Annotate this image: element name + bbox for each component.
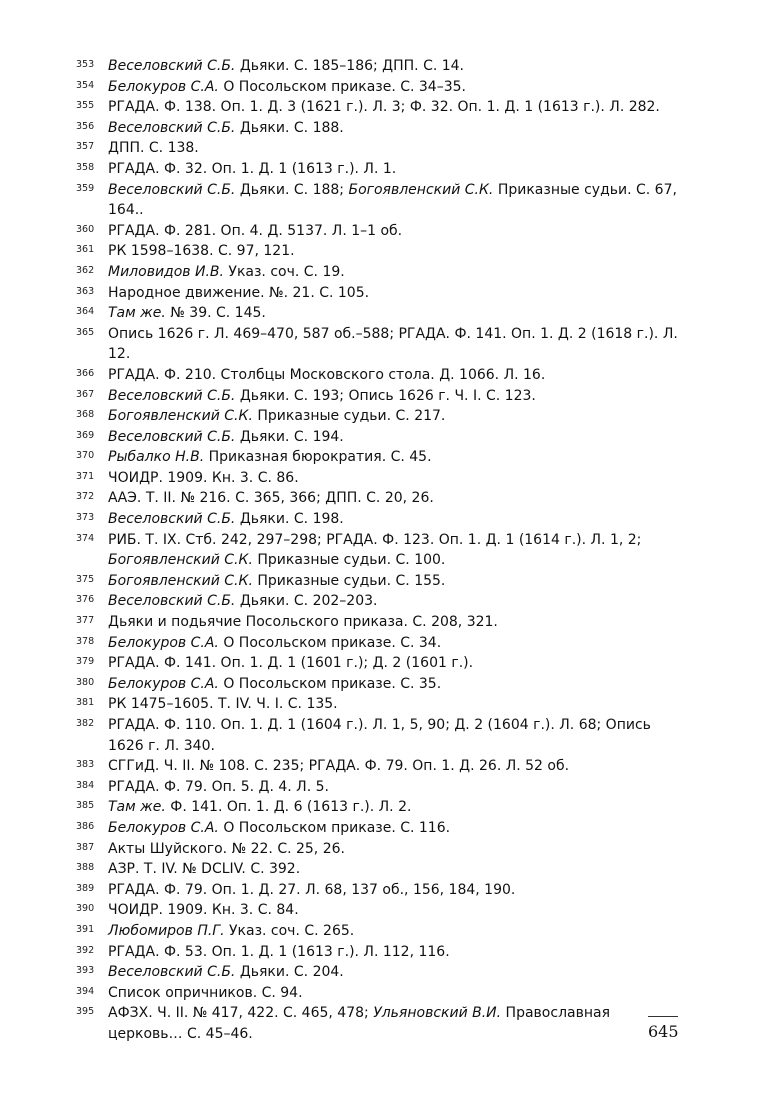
footnote [76, 77, 686, 98]
footnote-number: 360 [76, 223, 95, 235]
footnote [76, 653, 686, 674]
footnote-number: 371 [76, 470, 95, 482]
footnote [76, 56, 686, 77]
footnote [76, 612, 686, 633]
footnote-text [108, 241, 686, 262]
footnote-text [108, 797, 686, 818]
footnote-text [108, 77, 686, 98]
footnote-segment: Ф. 141. Оп. 1. Д. 6 (1613 г.). Л. 2. [165, 799, 412, 816]
footnote [76, 488, 686, 509]
footnote-segment: Дьяки. С. 188. [235, 119, 344, 136]
footnote-segment: РГАДА. Ф. 32. Оп. 1. Д. 1 (1613 г.). Л. 1. [108, 160, 397, 177]
footnote [76, 859, 686, 880]
footnote [76, 97, 686, 118]
footnote-text [108, 221, 686, 242]
footnote-text [108, 674, 686, 695]
footnote-segment: РГАДА. Ф. 110. Оп. 1. Д. 1 (1604 г.). Л. 1, 5, 90; Д. 2 (1604 г.). Л. 68; Опись 1626 г. Л. 340. [108, 717, 651, 754]
footnote-number: 390 [76, 903, 95, 915]
footnote-segment: РГАДА. Ф. 53. Оп. 1. Д. 1 (1613 г.). Л. 112, 116. [108, 943, 450, 960]
footnote-segment: Дьяки. С. 202–203. [235, 593, 378, 610]
footnote-number: 367 [76, 388, 95, 400]
footnote [76, 777, 686, 798]
footnote [76, 221, 686, 242]
footnote-text [108, 159, 686, 180]
footnote-number: 376 [76, 594, 95, 606]
footnote-segment: ДПП. С. 138. [108, 140, 199, 157]
footnote-text [108, 756, 686, 777]
footnote-number: 354 [76, 79, 95, 91]
footnote-number: 365 [76, 326, 95, 338]
footnote-text [108, 365, 686, 386]
footnote-text [108, 56, 686, 77]
footnote-author: Там же. [108, 799, 166, 816]
footnote-segment: Приказные судьи. С. 67, 164.. [108, 181, 677, 219]
footnote-author: Миловидов И.В. [108, 263, 224, 280]
footnote [76, 241, 686, 262]
footnote-number: 361 [76, 244, 95, 256]
footnote-text [108, 509, 686, 530]
footnote [76, 756, 686, 777]
footnote-author: Богоявленский С.К. [108, 572, 253, 589]
footnote-text [108, 180, 686, 221]
footnote-segment: Указ. соч. С. 265. [224, 922, 355, 939]
footnote [76, 303, 686, 324]
footnote-segment: Приказные судьи. С. 217. [252, 408, 446, 425]
footnote [76, 715, 686, 756]
footnote [76, 674, 686, 695]
footnote-text [108, 530, 686, 571]
footnote-text [108, 488, 686, 509]
footnote [76, 797, 686, 818]
footnote [76, 386, 686, 407]
footnote-segment: СГГиД. Ч. II. № 108. С. 235; РГАДА. Ф. 79. Оп. 1. Д. 26. Л. 52 об. [108, 758, 570, 775]
footnote-number: 370 [76, 450, 95, 462]
footnote-number: 381 [76, 697, 95, 709]
footnote-number: 366 [76, 367, 95, 379]
footnote [76, 962, 686, 983]
footnote-segment: ЧОИДР. 1909. Кн. 3. С. 86. [108, 469, 299, 486]
footnote-text [108, 880, 686, 901]
footnote [76, 468, 686, 489]
footnote-segment: АФЗХ. Ч. II. № 417, 422. С. 465, 478; [108, 1005, 374, 1022]
page-number: 645 [648, 1022, 679, 1041]
footnote-segment: Дьяки. С. 194. [235, 428, 344, 445]
footnote-segment: О Посольском приказе. С. 35. [218, 675, 442, 692]
footnote-author: Веселовский С.Б. [108, 387, 236, 404]
footnote-number: 355 [76, 100, 95, 112]
footnote-number: 382 [76, 718, 95, 729]
footnote-text [108, 921, 686, 942]
footnote-segment: РГАДА. Ф. 138. Оп. 1. Д. 3 (1621 г.). Л. 3; Ф. 32. Оп. 1. Д. 1 (1613 г.). Л. 282. [108, 99, 660, 116]
footnote-segment: О Посольском приказе. С. 34. [218, 634, 442, 651]
footnote-author: Там же. [108, 305, 166, 322]
footnote-author: Веселовский С.Б. [108, 964, 236, 981]
footnote-segment: Список опричников. С. 94. [108, 984, 303, 1001]
footnote-text [108, 406, 686, 427]
footnote-number: 356 [76, 120, 95, 132]
footnote-number: 375 [76, 573, 95, 585]
footnote-number: 353 [76, 59, 95, 70]
footnote-number: 379 [76, 656, 95, 668]
footnote-number: 389 [76, 882, 95, 894]
footnote-segment: Дьяки. С. 193; Опись 1626 г. Ч. I. С. 123. [235, 387, 536, 404]
footnote [76, 530, 686, 571]
footnote-segment: Дьяки. С. 198. [235, 511, 344, 528]
footnote [76, 427, 686, 448]
footnote-text [108, 983, 686, 1004]
footnote [76, 694, 686, 715]
footnote-text [108, 447, 686, 468]
footnote-number: 392 [76, 944, 95, 956]
footnote-author: Белокуров С.А. [108, 634, 219, 651]
footnote-number: 357 [76, 141, 95, 153]
footnote-segment: РГАДА. Ф. 79. Оп. 1. Д. 27. Л. 68, 137 об., 156, 184, 190. [108, 881, 516, 898]
footnote-text [108, 633, 686, 654]
footnote-text [108, 818, 686, 839]
footnote-text [108, 942, 686, 963]
footnote-segment: Дьяки и подьячие Посольского приказа. С. 208, 321. [108, 614, 498, 631]
footnote-segment: РК 1475–1605. Т. IV. Ч. I. С. 135. [108, 696, 338, 713]
footnote-text [108, 900, 686, 921]
footnote [76, 180, 686, 221]
footnote-text [108, 715, 686, 756]
footnote [76, 591, 686, 612]
footnote-segment: Приказная бюрократия. С. 45. [204, 449, 432, 466]
footnote-segment: РИБ. Т. IX. Стб. 242, 297–298; РГАДА. Ф. 123. Оп. 1. Д. 1 (1614 г.). Л. 1, 2; [108, 531, 642, 548]
footnote-number: 385 [76, 800, 95, 812]
footnote-text [108, 283, 686, 304]
footnote-number: 363 [76, 285, 95, 297]
footnote-segment: № 39. С. 145. [165, 305, 266, 322]
footnote-segment: Указ. соч. С. 19. [223, 263, 345, 280]
footnote-author: Веселовский С.Б. [108, 58, 236, 74]
footnote [76, 921, 686, 942]
footnote-text [108, 97, 686, 118]
footnote [76, 159, 686, 180]
footnote-segment: Опись 1626 г. Л. 469–470, 587 об.–588; РГАДА. Ф. 141. Оп. 1. Д. 2 (1618 г.). Л. 12. [108, 325, 678, 363]
footnote-text [108, 427, 686, 448]
footnote-text [108, 138, 686, 159]
footnote-segment: Приказные судьи. С. 155. [252, 572, 446, 589]
footnote-text [108, 839, 686, 860]
footnote-author: Богоявленский С.К. [348, 181, 494, 198]
footnote-author: Богоявленский С.К. [108, 408, 253, 425]
footnote-text [108, 694, 686, 715]
footnote-number: 369 [76, 429, 95, 441]
footnote-author: Веселовский С.Б. [108, 428, 236, 445]
footnote-segment: Приказные судьи. С. 100. [252, 552, 446, 569]
footnote [76, 262, 686, 283]
footnote [76, 571, 686, 592]
footnote-author: Веселовский С.Б. [108, 119, 236, 136]
footnotes-list [76, 56, 686, 1045]
footnote-text [108, 1003, 686, 1044]
footnote-number: 359 [76, 182, 95, 194]
footnote-text [108, 118, 686, 139]
footnote-author: Веселовский С.Б. [108, 593, 236, 610]
footnote [76, 983, 686, 1004]
footnote-segment: РК 1598–1638. С. 97, 121. [108, 243, 295, 260]
footnote-text [108, 962, 686, 983]
footnote [76, 447, 686, 468]
footnote-segment: РГАДА. Ф. 79. Оп. 5. Д. 4. Л. 5. [108, 778, 329, 795]
footnote-text [108, 777, 686, 798]
footnote-text [108, 591, 686, 612]
footnote-number: 395 [76, 1006, 95, 1018]
footnote-text [108, 262, 686, 283]
footnote-author: Ульяновский В.И. [373, 1005, 502, 1022]
page-number-rule [648, 1016, 678, 1017]
footnote-text [108, 612, 686, 633]
footnote-author: Белокуров С.А. [108, 675, 219, 692]
footnote-number: 394 [76, 985, 95, 997]
footnote-text [108, 571, 686, 592]
footnote [76, 365, 686, 386]
footnote-author: Белокуров С.А. [108, 78, 219, 95]
footnote-number: 364 [76, 306, 95, 318]
footnote-number: 362 [76, 264, 95, 276]
footnote-author: Белокуров С.А. [108, 819, 219, 836]
footnote-text [108, 653, 686, 674]
footnote [76, 406, 686, 427]
footnote-segment: АЗР. Т. IV. № DCLIV. С. 392. [108, 861, 301, 878]
footnote-author: Веселовский С.Б. [108, 511, 236, 528]
footnote-segment: Дьяки. С. 188; [235, 181, 349, 198]
footnote [76, 839, 686, 860]
footnote-number: 373 [76, 512, 95, 524]
footnote [76, 1003, 686, 1044]
footnote-number: 391 [76, 923, 95, 935]
footnote [76, 633, 686, 654]
footnote-number: 377 [76, 615, 95, 627]
footnote-number: 387 [76, 841, 95, 853]
footnote-text [108, 468, 686, 489]
footnote-segment: РГАДА. Ф. 281. Оп. 4. Д. 5137. Л. 1–1 об. [108, 222, 403, 239]
footnote-author: Богоявленский С.К. [108, 552, 253, 569]
footnote-segment: Народное движение. №. 21. С. 105. [108, 284, 370, 301]
footnote-segment: Православная церковь… С. 45–46. [108, 1005, 610, 1042]
footnote [76, 818, 686, 839]
footnote-segment: РГАДА. Ф. 141. Оп. 1. Д. 1 (1601 г.); Д. 2 (1601 г.). [108, 655, 474, 672]
footnote-number: 393 [76, 965, 95, 977]
footnote-segment: ААЭ. Т. II. № 216. С. 365, 366; ДПП. С. 20, 26. [108, 490, 434, 507]
footnote [76, 118, 686, 139]
footnote [76, 509, 686, 530]
footnote-number: 384 [76, 779, 95, 791]
footnote-author: Рыбалко Н.В. [108, 449, 205, 466]
footnote-author: Веселовский С.Б. [108, 181, 236, 198]
footnote [76, 324, 686, 365]
footnote-number: 383 [76, 759, 95, 771]
footnote-number: 386 [76, 820, 95, 832]
footnote-segment: Дьяки. С. 185–186; ДПП. С. 14. [235, 58, 465, 74]
footnote-number: 368 [76, 409, 95, 421]
footnote-segment: Акты Шуйского. № 22. С. 25, 26. [108, 840, 345, 857]
footnote-number: 358 [76, 161, 95, 173]
footnote [76, 880, 686, 901]
footnote-author: Любомиров П.Г. [108, 922, 225, 939]
footnote-text [108, 303, 686, 324]
footnote-segment: ЧОИДР. 1909. Кн. 3. С. 84. [108, 902, 299, 919]
footnote-number: 372 [76, 491, 95, 503]
footnote [76, 283, 686, 304]
footnote-text [108, 324, 686, 365]
footnote-number: 378 [76, 635, 95, 647]
footnote-text [108, 859, 686, 880]
footnote [76, 900, 686, 921]
footnote-text [108, 386, 686, 407]
footnote-number: 388 [76, 862, 95, 874]
footnote-segment: Дьяки. С. 204. [235, 964, 344, 981]
footnote [76, 942, 686, 963]
footnote-number: 380 [76, 676, 95, 688]
footnote-segment: О Посольском приказе. С. 116. [218, 819, 451, 836]
footnote-segment: РГАДА. Ф. 210. Столбцы Московского стола. Д. 1066. Л. 16. [108, 366, 546, 383]
footnote-segment: О Посольском приказе. С. 34–35. [218, 78, 466, 95]
footnote-number: 374 [76, 532, 95, 544]
footnote [76, 138, 686, 159]
